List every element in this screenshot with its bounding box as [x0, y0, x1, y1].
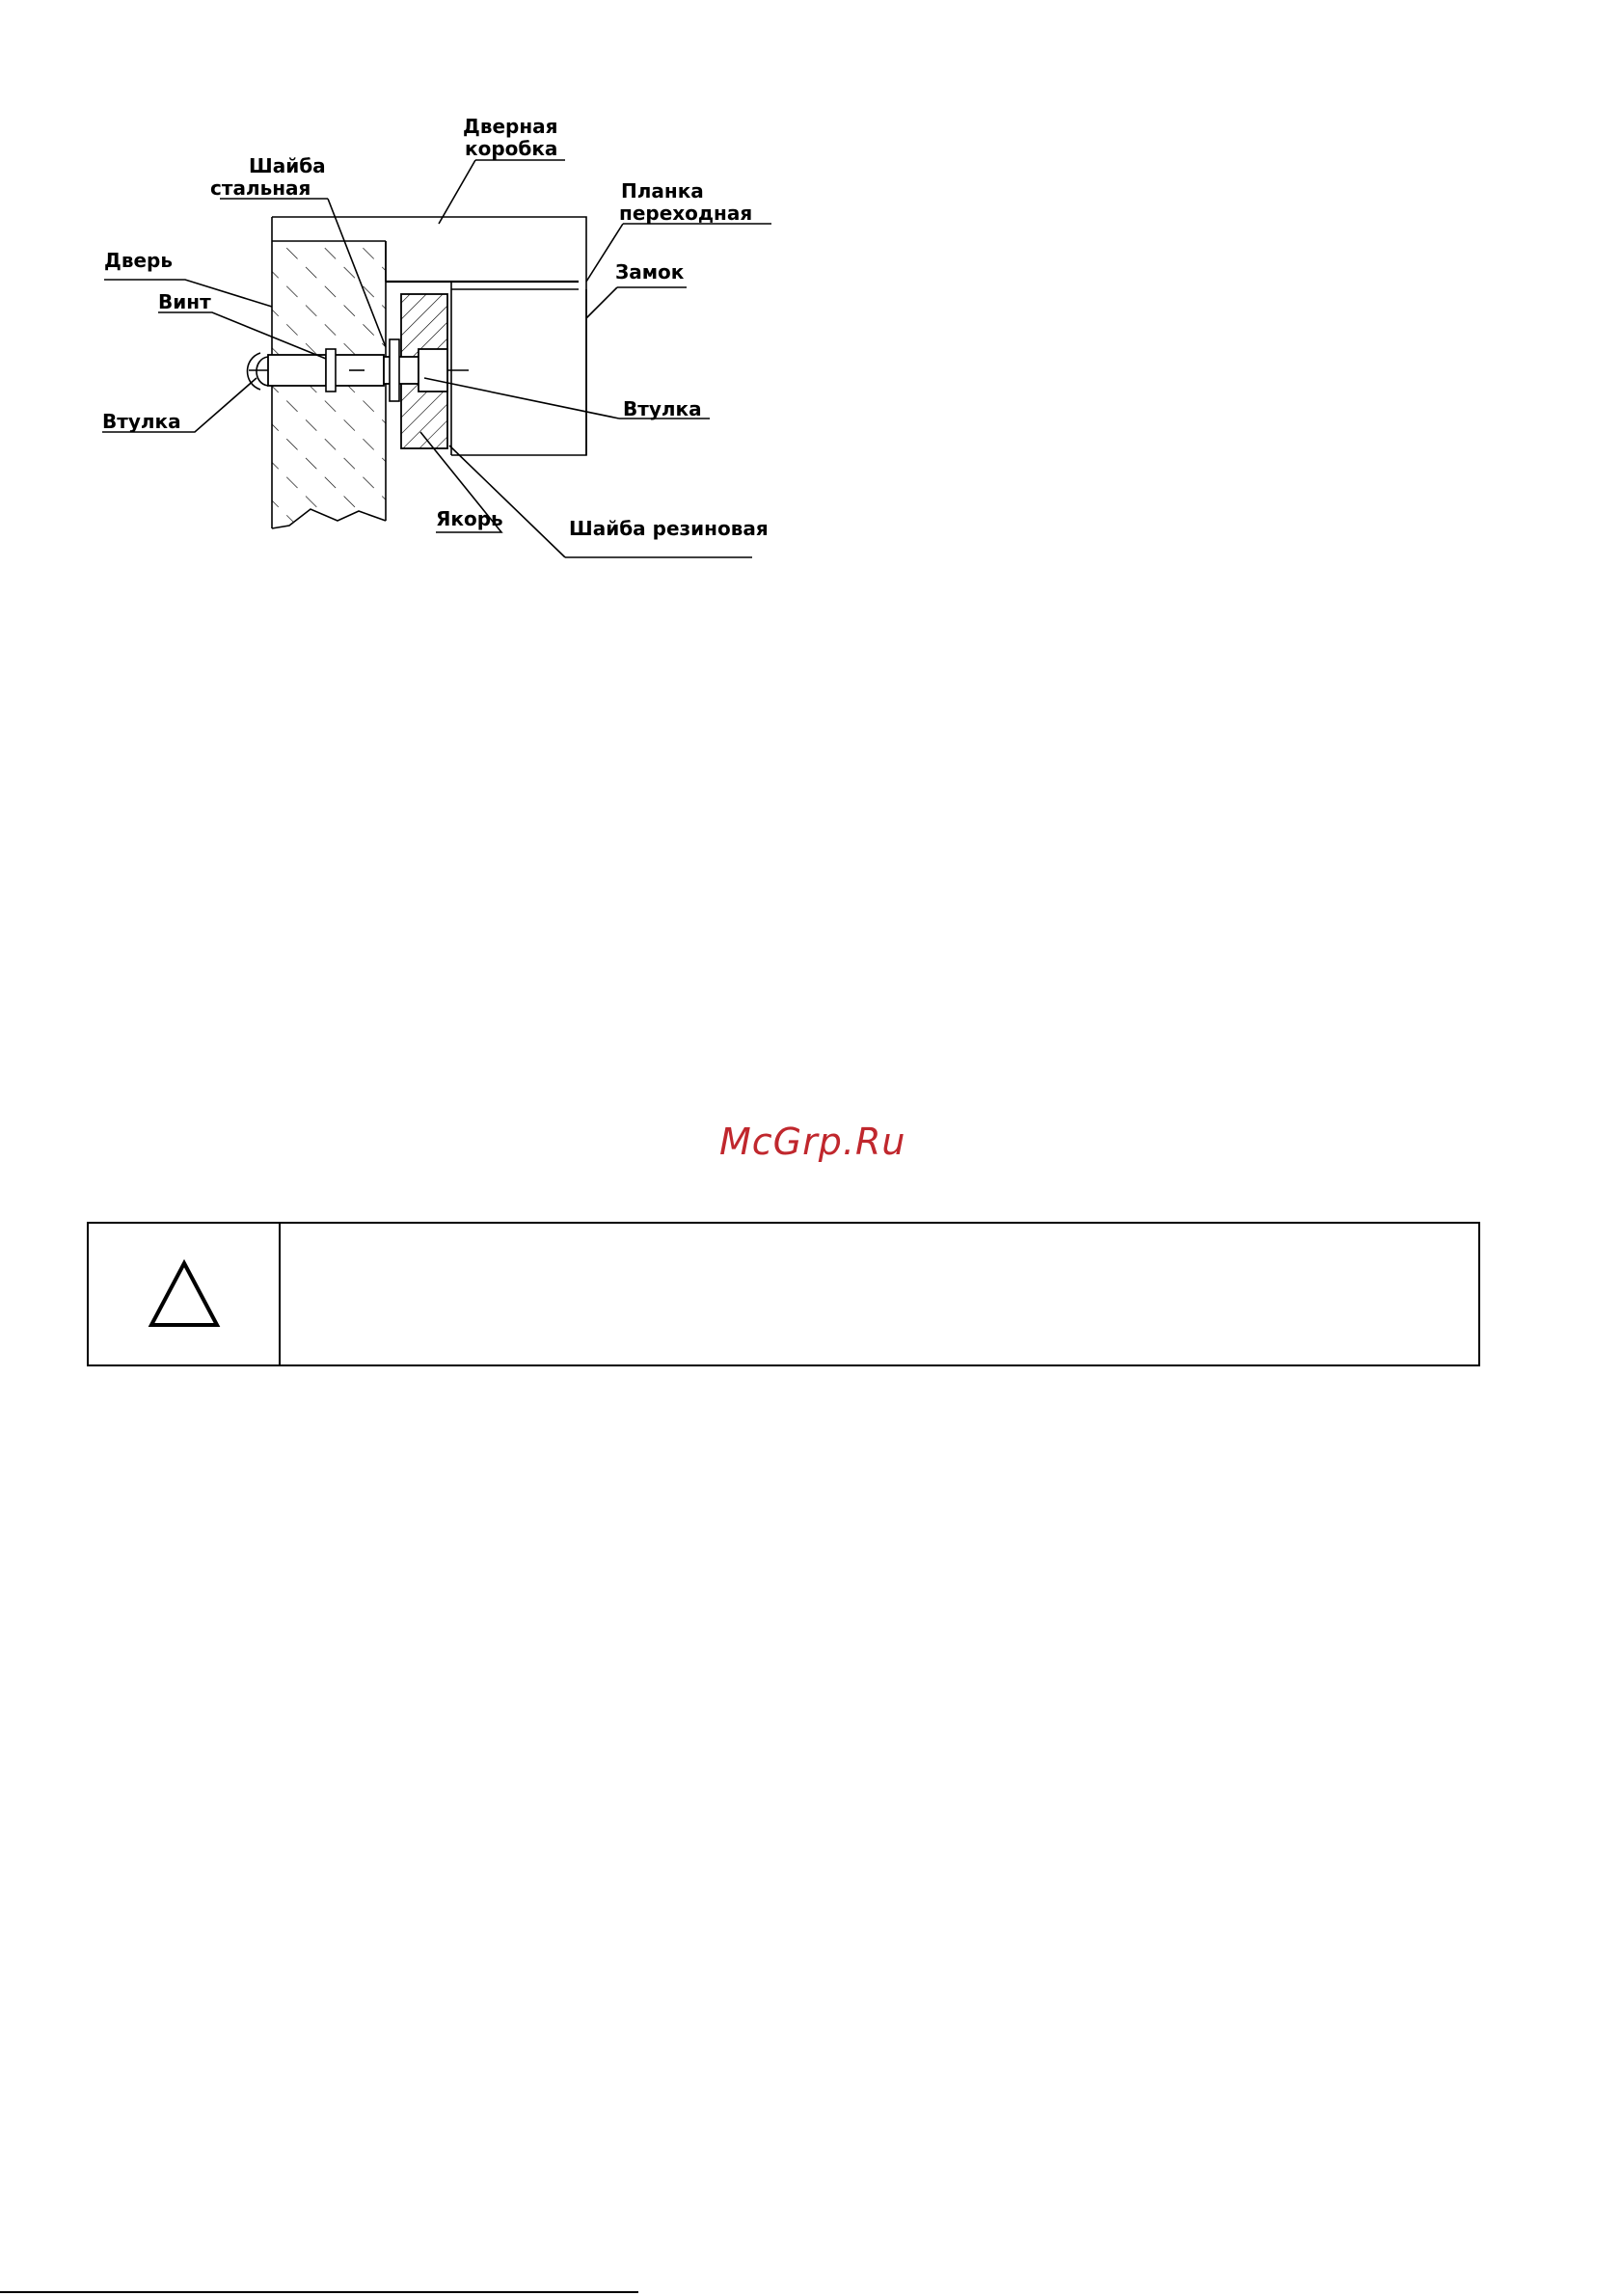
label-door-frame-line2: коробка: [465, 137, 558, 160]
warning-triangle-icon: [146, 1257, 223, 1331]
page-bottom-rule: [0, 2291, 638, 2293]
label-bushing-left: Втулка: [102, 410, 181, 433]
lock-shape: [451, 282, 586, 455]
label-door: Дверь: [104, 249, 173, 272]
label-door-frame-line1: Дверная: [463, 115, 558, 138]
armature-mounting-diagram: [0, 0, 1621, 598]
label-adapter-plate-line1: Планка: [621, 179, 704, 203]
warning-box: [87, 1222, 1480, 1366]
warning-icon-cell: [89, 1224, 281, 1364]
label-adapter-plate-line2: переходная: [619, 202, 753, 225]
label-bushing-right: Втулка: [623, 397, 702, 420]
label-steel-washer-line1: Шайба: [249, 154, 326, 177]
warning-text: [281, 1224, 1478, 1364]
label-screw: Винт: [158, 290, 211, 313]
label-rubber-washer: Шайба резиновая: [569, 517, 769, 540]
label-lock: Замок: [615, 260, 685, 284]
watermark-text: McGrp.Ru: [719, 1121, 906, 1163]
label-steel-washer-line2: стальная: [210, 176, 311, 200]
label-armature: Якорь: [436, 507, 503, 530]
